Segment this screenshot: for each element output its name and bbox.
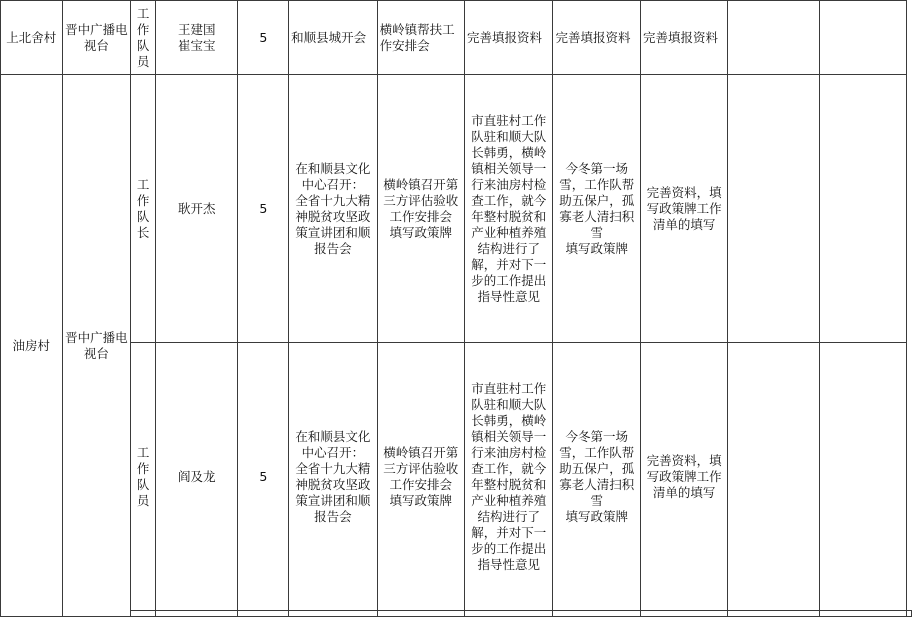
activity-text: 今冬第一场雪，工作队帮助五保户，孤寡老人清扫积雪 填写政策牌 — [559, 160, 635, 256]
activity-cell-1 — [289, 75, 377, 343]
role-cell: 工作队员 — [131, 343, 156, 611]
activity-cell-3: 市直驻村工作队驻和顺大队长韩勇，横岭镇相关领导一行来油房村检查工作，就今年整村脱贫和产业种植养殖结构进行了解，并对下一步的工作提出指导性意见 — [464, 75, 552, 343]
activity-cell-5: 完善资料，填写政策牌工作清单的填写 — [640, 75, 727, 343]
village-cell: 上北舍村 — [1, 1, 63, 75]
days-cell: 5 — [238, 1, 289, 75]
role-cell: 工作队长 — [131, 75, 156, 343]
days-cell: 5 — [238, 343, 289, 611]
activity-text: 在和顺县文化中心召开： 全省十九大精神脱贫攻坚政策宣讲团和顺报告会 — [295, 160, 371, 256]
empty-cell — [640, 611, 727, 617]
activity-cell-3: 完善填报资料 — [464, 1, 552, 75]
activity-cell-4: 完善填报资料 — [553, 1, 640, 75]
name-cell — [156, 1, 238, 75]
name-cell: 阎及龙 — [156, 343, 238, 611]
empty-cell — [728, 611, 819, 617]
activity-cell-2 — [377, 75, 464, 343]
empty-cell — [156, 611, 238, 617]
table-row — [1, 1, 912, 75]
role-cell: 工作队员 — [131, 1, 156, 75]
name-text: 王建国 崔宝宝 — [178, 21, 216, 53]
village-cell: 油房村 — [1, 75, 63, 617]
activity-cell-7 — [819, 75, 906, 343]
empty-cell — [819, 611, 906, 617]
activity-text: 今冬第一场雪，工作队帮助五保户，孤寡老人清扫积雪 填写政策牌 — [559, 428, 635, 524]
unit-cell: 晋中广播电视台 — [62, 1, 131, 75]
activity-cell-6 — [728, 75, 819, 343]
empty-cell — [238, 611, 289, 617]
activity-cell-1: 和顺县城开会 — [289, 1, 377, 75]
activity-cell-6 — [728, 1, 819, 75]
activity-cell-4 — [553, 343, 640, 611]
table-row — [1, 343, 912, 611]
activity-cell-6 — [728, 343, 819, 611]
empty-cell — [464, 611, 552, 617]
table-row — [1, 75, 912, 343]
empty-cell — [907, 611, 912, 617]
activity-cell-3: 市直驻村工作队驻和顺大队长韩勇，横岭镇相关领导一行来油房村检查工作，就今年整村脱贫和产业种植养殖结构进行了解，并对下一步的工作提出指导性意见 — [464, 343, 552, 611]
table-row — [1, 611, 912, 617]
activity-cell-1 — [289, 343, 377, 611]
activity-cell-7 — [819, 343, 906, 611]
activity-cell-5: 完善资料，填写政策牌工作清单的填写 — [640, 343, 727, 611]
empty-cell — [553, 611, 640, 617]
activity-text: 横岭镇召开第三方评估验收工作安排会 填写政策牌 — [383, 176, 459, 240]
activity-text: 在和顺县文化中心召开： 全省十九大精神脱贫攻坚政策宣讲团和顺报告会 — [295, 428, 371, 524]
activity-cell-7 — [819, 1, 906, 75]
activity-text: 横岭镇召开第三方评估验收工作安排会 填写政策牌 — [383, 444, 459, 508]
days-cell: 5 — [238, 75, 289, 343]
activity-cell-2: 横岭镇帮扶工作安排会 — [377, 1, 464, 75]
activity-cell-4 — [553, 75, 640, 343]
empty-cell — [377, 611, 464, 617]
activity-cell-2 — [377, 343, 464, 611]
empty-cell — [131, 611, 156, 617]
name-cell: 耿开杰 — [156, 75, 238, 343]
activity-cell-5: 完善填报资料 — [640, 1, 727, 75]
unit-cell: 晋中广播电视台 — [62, 75, 131, 617]
empty-cell — [289, 611, 377, 617]
